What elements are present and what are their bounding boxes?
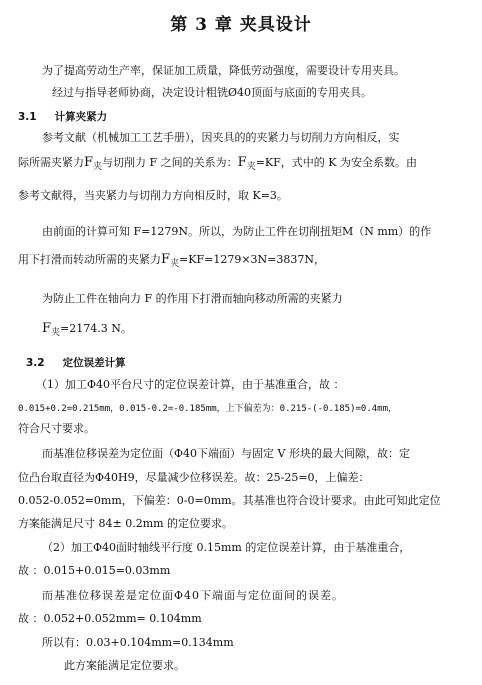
chapter-title: 第 3 章 夹具设计 — [170, 15, 312, 35]
paragraph-line: 位凸台取直径为Φ40H9，尽量减少位移误差。故：25-25=0，上偏差： — [18, 471, 370, 484]
section-number: 3.1 — [18, 111, 37, 123]
paragraph-line: 故 ：0.052+0.052mm= 0.104mm — [18, 612, 202, 625]
text-span: =2174.3 N。 — [60, 322, 132, 335]
text-span: =KF，式中的 K 为安全系数。由 — [255, 156, 417, 169]
paragraph-line: 故 ：0.015+0.015=0.03mm — [18, 564, 171, 577]
paragraph-line: 参考文献得，当夹紧力与切削力方向相反时，取 K=3。 — [18, 189, 288, 202]
paragraph-line: 由前面的计算可知 F=1279N。所以，为防止工件在切削扭矩M（N mm）的作 — [42, 225, 432, 238]
symbol-F: F — [84, 155, 94, 170]
paragraph-line: 此方案能满足定位要求。 — [64, 659, 185, 672]
paragraph-line: 为防止工件在轴向力 F 的作用下打滑而轴向移动所需的夹紧力 — [42, 292, 343, 305]
text-span: 与切削力 F 之间的关系为： — [102, 156, 238, 169]
symbol-F: F — [161, 252, 171, 267]
symbol-F: F — [237, 155, 247, 170]
symbol-sub: 夹 — [51, 328, 61, 338]
paragraph-line — [18, 156, 417, 174]
symbol-sub: 夹 — [246, 162, 256, 172]
paragraph-line — [42, 322, 132, 340]
paragraph-line: 而基准位移误差为定位面（Φ40下端面）与固定 V 形块的最大间隙，故：定 — [42, 447, 410, 460]
paragraph-line: 参考文献（机械加工工艺手册），因夹具的的夹紧力与切削力方向相反，实 — [42, 131, 400, 144]
intro-line-2: 经过与指导老师协商，决定设计粗铣Ø40顶面与底面的专用夹具。 — [52, 86, 373, 99]
intro-line-1: 为了提高劳动生产率，保证加工质量，降低劳动强度，需要设计专用夹具。 — [42, 64, 405, 77]
section-title: 定位误差计算 — [62, 357, 126, 369]
paragraph-line — [18, 253, 325, 271]
symbol-sub: 夹 — [170, 259, 180, 269]
text-span: 际所需夹紧力 — [18, 156, 84, 169]
paragraph-line: （2）加工Φ40面时轴线平行度 0.15mm 的定位误差计算，由于基准重合， — [42, 541, 411, 554]
paragraph-line: 0.052-0.052=0mm，下偏差：0-0=0mm。其基准也符合设计要求。由此可知此定位 — [18, 494, 441, 507]
symbol-sub: 夹 — [93, 162, 103, 172]
section-3-1-heading — [18, 110, 107, 124]
paragraph-line: 所以有：0.03+0.104mm=0.134mm — [42, 636, 234, 649]
paragraph-line: 符合尺寸要求。 — [18, 422, 95, 435]
paragraph-line: （1）加工Φ40平台尺寸的定位误差计算，由于基准重合，故 ： — [36, 378, 345, 391]
text-span: 用下打滑而转动所需的夹紧力 — [18, 253, 161, 266]
section-title: 计算夹紧力 — [54, 111, 108, 123]
section-number: 3.2 — [26, 357, 45, 369]
paragraph-line: 而基准位移误差是定位面Φ40下端面与定位面间的误差。 — [42, 589, 345, 602]
paragraph-line: 方案能满足尺寸 84± 0.2mm 的定位要求。 — [18, 517, 234, 530]
symbol-F: F — [42, 321, 52, 336]
text-span: =KF=1279×3N=3837N， — [179, 253, 326, 266]
paragraph-line: 0.015+0.2=0.215mm，0.015-0.2=-0.185mm，上下偏差为：0.215-(-0.185)=0.4mm， — [18, 404, 398, 414]
section-3-2-heading — [26, 356, 126, 370]
